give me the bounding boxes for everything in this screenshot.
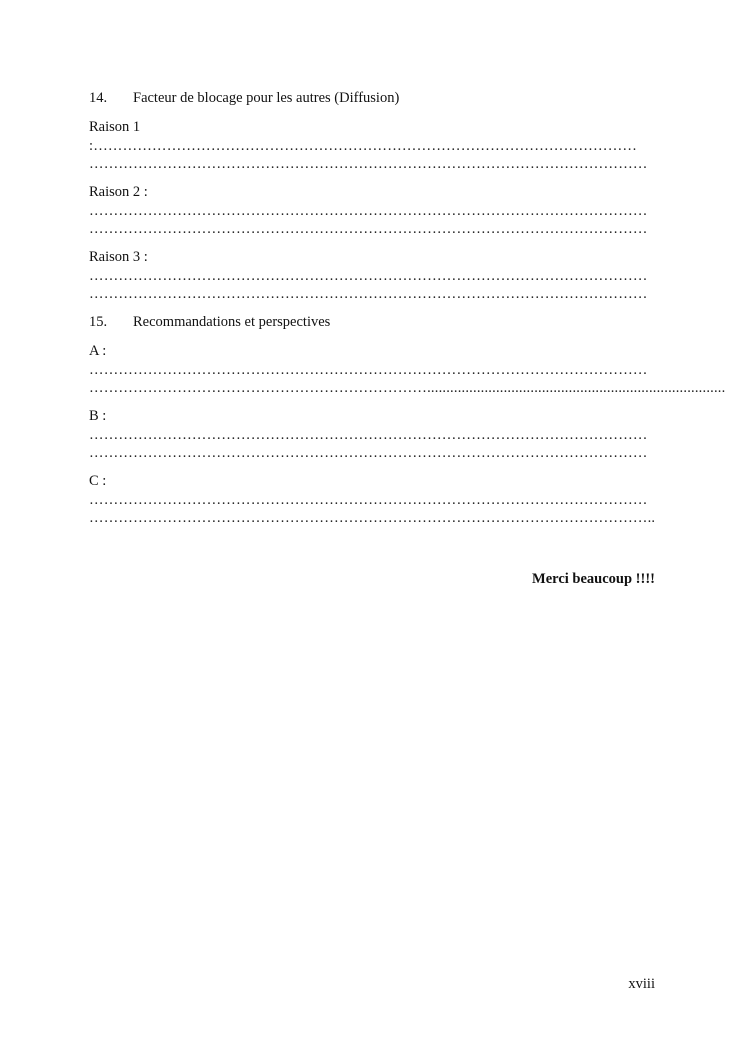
raison-3-label: Raison 3 :	[89, 249, 148, 265]
section-14-title: Facteur de blocage pour les autres (Diffusion)	[133, 90, 400, 106]
raison-3-line-1: ……………………………………………………………………………………………………	[89, 268, 648, 284]
raison-1-line-1: :…………………………………………………………………………………………………	[89, 138, 638, 154]
raison-3-line-2: ……………………………………………………………………………………………………	[89, 286, 648, 302]
recommendation-b-line-1: ……………………………………………………………………………………………………	[89, 427, 648, 443]
recommendation-c-block	[89, 471, 654, 527]
page-number: xviii	[628, 976, 655, 992]
recommendation-b-block	[89, 406, 654, 462]
closing-thanks: Merci beaucoup !!!!	[532, 571, 655, 587]
recommendation-b-label: B :	[89, 408, 107, 424]
recommendation-a-line-1: ……………………………………………………………………………………………………	[89, 362, 648, 378]
questionnaire-content	[89, 88, 726, 536]
raison-1-block	[89, 117, 654, 173]
recommendation-a-block	[89, 341, 726, 397]
recommendation-a-label: A :	[89, 343, 107, 359]
recommendation-c-label: C :	[89, 473, 107, 489]
section-15-title: Recommandations et perspectives	[133, 314, 331, 330]
recommendation-c-line-2: ……………………………………………………………………………………………………..	[89, 510, 656, 526]
raison-1-label: Raison 1	[89, 119, 141, 135]
raison-3-block	[89, 247, 654, 303]
recommendation-a-line-2: ……………………………………………………………..............................................................................	[89, 380, 726, 396]
recommendation-c-line-1: ……………………………………………………………………………………………………	[89, 492, 648, 508]
section-15-number: 15.	[89, 314, 108, 330]
raison-1-line-2: ……………………………………………………………………………………………………	[89, 156, 648, 172]
raison-2-block	[89, 182, 654, 238]
raison-2-label: Raison 2 :	[89, 184, 148, 200]
section-14-number: 14.	[89, 90, 108, 106]
raison-2-line-1: ……………………………………………………………………………………………………	[89, 203, 648, 219]
recommendation-b-line-2: ……………………………………………………………………………………………………	[89, 445, 648, 461]
section-14-heading	[89, 88, 654, 108]
section-15-heading	[89, 312, 654, 332]
raison-2-line-2: ……………………………………………………………………………………………………	[89, 221, 648, 237]
